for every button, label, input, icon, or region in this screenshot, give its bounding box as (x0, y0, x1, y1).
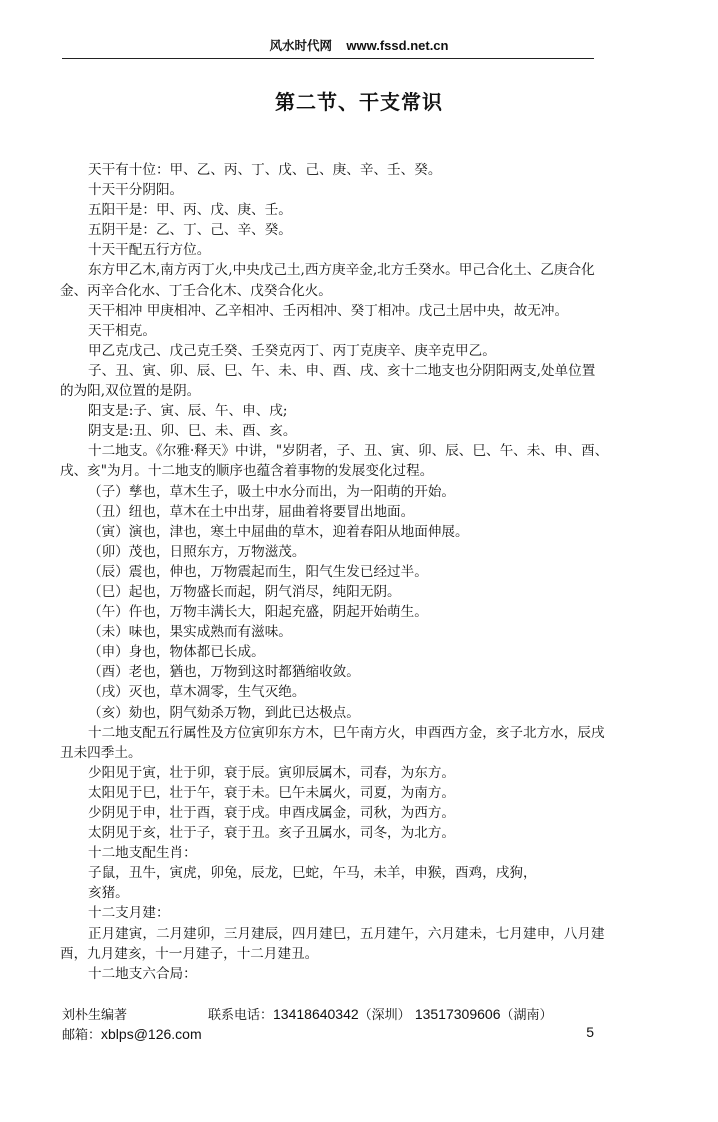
text-line: （寅）演也，津也，寒土中屈曲的草木，迎着春阳从地面伸展。 (88, 523, 469, 540)
text-line: （酉）老也，猶也，万物到这时都猶缩收敛。 (88, 664, 360, 681)
text-line: （辰）震也，伸也，万物震起而生，阳气生发已经过半。 (88, 563, 428, 580)
text-line: 五阳干是：甲、丙、戊、庚、壬。 (88, 202, 292, 219)
text-line: 太阴见于亥，壮于子，衰于丑。亥子丑属水，司冬，为北方。 (88, 825, 456, 842)
text-line: 金、丙辛合化水、丁壬合化木、戊癸合化火。 (60, 282, 332, 299)
footer-line-1 (62, 1004, 622, 1023)
phone-2: 13517309606 (414, 1006, 501, 1022)
text-line: 阴支是:丑、卯、巳、未、酉、亥。 (88, 423, 297, 440)
text-line: 的为阳,双位置的是阴。 (60, 383, 201, 400)
running-header (0, 36, 718, 54)
text-line: （丑）纽也，草木在土中出芽，屈曲着将要冒出地面。 (88, 503, 415, 520)
text-line: 阳支是:子、寅、辰、午、申、戌; (88, 403, 288, 420)
text-line: 酉，九月建亥，十一月建子，十二月建丑。 (60, 945, 319, 962)
text-line: 少阴见于申，壮于酉，衰于戌。申酉戌属金，司秋，为西方。 (88, 805, 456, 821)
text-line: 东方甲乙木,南方丙丁火,中央戊己土,西方庚辛金,北方壬癸水。甲己合化土、乙庚合化 (88, 262, 595, 279)
author: 刘朴生编著 (62, 1008, 128, 1023)
header-rule (62, 58, 594, 59)
site-name: 风水时代网 (269, 38, 333, 53)
text-line: 甲乙克戊己、戊己克壬癸、壬癸克丙丁、丙丁克庚辛、庚辛克甲乙。 (88, 342, 496, 359)
text-line: （未）味也，果实成熟而有滋味。 (88, 624, 292, 641)
text-line: 五阴干是：乙、丁、己、辛、癸。 (88, 222, 292, 239)
site-url: www.fssd.net.cn (346, 38, 449, 53)
phone-2-region: （湖南） (500, 1008, 553, 1023)
phone-1-region: （深圳） (358, 1008, 411, 1023)
contact-label: 联系电话： (208, 1008, 274, 1023)
text-line: 正月建寅，二月建卯，三月建辰，四月建巳，五月建午，六月建未，七月建申，八月建 (88, 925, 605, 942)
text-line: 十二地支六合局： (88, 965, 197, 982)
text-line: （申）身也，物体都已长成。 (88, 644, 265, 661)
section-title: 第二节、干支常识 (275, 90, 443, 114)
contact-info (208, 1004, 553, 1023)
text-line: （戌）灭也，草木凋零，生气灭绝。 (88, 684, 306, 701)
text-line: 天干相克。 (88, 322, 156, 339)
text-line: 天干有十位：甲、乙、丙、丁、戊、己、庚、辛、壬、癸。 (88, 162, 442, 178)
text-line: 十二地支配五行属性及方位寅卯东方木，巳午南方火，申酉西方金，亥子北方水，辰戌 (88, 724, 605, 741)
email: xblps@126.com (101, 1026, 202, 1042)
text-line: 丑未四季土。 (60, 744, 142, 761)
text-line: 亥猪。 (88, 885, 129, 902)
text-line: 十二地支配生肖： (88, 845, 197, 862)
text-line: 十天干配五行方位。 (88, 242, 211, 259)
text-line: （午）仵也，万物丰满长大，阳起充盛，阴起开始萌生。 (88, 604, 428, 621)
text-line: （卯）茂也，日照东方，万物滋茂。 (88, 543, 306, 560)
text-line: 十二地支。《尔雅·释天》中讲，"岁阴者，子、丑、寅、卯、辰、巳、午、未、申、酉、 (88, 443, 609, 460)
text-line: （巳）起也，万物盛长而起，阴气消尽，纯阳无阴。 (88, 583, 401, 600)
text-line: 太阳见于巳，壮于午，衰于未。巳午未属火，司夏，为南方。 (88, 784, 456, 801)
body-text (60, 160, 630, 984)
text-line: 天干相冲 甲庚相冲、乙辛相冲、壬丙相冲、癸丁相冲。戊己土居中央，故无冲。 (88, 302, 569, 319)
text-line: （亥）劾也，阴气劾杀万物，到此已达极点。 (88, 704, 360, 721)
text-line: 十二支月建： (88, 905, 170, 922)
text-line: 少阳见于寅，壮于卯，衰于辰。寅卯辰属木，司春，为东方。 (88, 764, 456, 781)
page-number: 5 (586, 1024, 594, 1040)
text-line: （子）孳也，草木生子，吸土中水分而出，为一阳萌的开始。 (88, 483, 456, 500)
footer-line-2 (62, 1024, 622, 1043)
text-line: 子、丑、寅、卯、辰、巳、午、未、申、酉、戌、亥十二地支也分阴阳两支,处单位置 (88, 362, 596, 379)
email-label: 邮箱： (62, 1028, 102, 1043)
text-line: 子鼠，丑牛，寅虎，卯兔，辰龙，巳蛇，午马，未羊，申猴，酉鸡，戌狗， (88, 865, 537, 882)
phone-1: 13418640342 (273, 1006, 359, 1022)
text-line: 戌、亥"为月。十二地支的顺序也蕴含着事物的发展变化过程。 (60, 463, 434, 480)
text-line: 十天干分阴阳。 (88, 182, 184, 199)
